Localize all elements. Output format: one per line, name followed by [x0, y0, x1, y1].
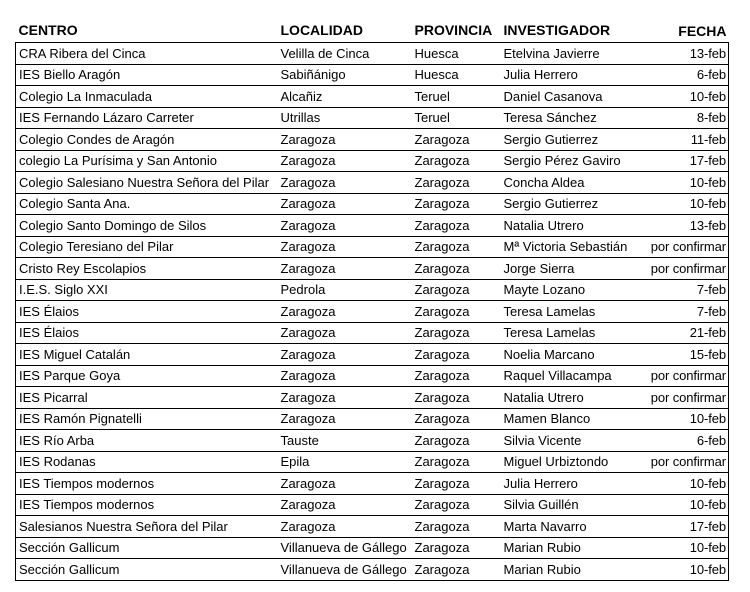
cell-investigador: Sergio Gutierrez	[501, 193, 647, 215]
cell-centro: Colegio Teresiano del Pilar	[16, 236, 278, 258]
cell-centro: IES Élaios	[16, 301, 278, 323]
cell-localidad: Zaragoza	[278, 344, 412, 366]
cell-fecha: 10-feb	[647, 537, 729, 559]
cell-provincia: Teruel	[412, 107, 501, 129]
cell-investigador: Silvia Vicente	[501, 430, 647, 452]
table-row	[16, 559, 729, 581]
cell-fecha: 6-feb	[647, 430, 729, 452]
cell-fecha: 21-feb	[647, 322, 729, 344]
table-row	[16, 258, 729, 280]
table-row	[16, 494, 729, 516]
table-row	[16, 301, 729, 323]
cell-localidad: Utrillas	[278, 107, 412, 129]
cell-investigador: Marta Navarro	[501, 516, 647, 538]
table-row	[16, 537, 729, 559]
cell-fecha: 15-feb	[647, 344, 729, 366]
table-row	[16, 451, 729, 473]
table-row	[16, 473, 729, 495]
cell-investigador: Julia Herrero	[501, 473, 647, 495]
cell-provincia: Zaragoza	[412, 344, 501, 366]
cell-provincia: Zaragoza	[412, 150, 501, 172]
table-row	[16, 430, 729, 452]
cell-investigador: Sergio Gutierrez	[501, 129, 647, 151]
cell-investigador: Sergio Pérez Gaviro	[501, 150, 647, 172]
cell-provincia: Zaragoza	[412, 215, 501, 237]
cell-localidad: Zaragoza	[278, 129, 412, 151]
table-row	[16, 43, 729, 65]
cell-investigador: Mª Victoria Sebastián	[501, 236, 647, 258]
cell-localidad: Zaragoza	[278, 365, 412, 387]
cell-centro: IES Rodanas	[16, 451, 278, 473]
table-row	[16, 86, 729, 108]
table-row	[16, 64, 729, 86]
cell-centro: IES Miguel Catalán	[16, 344, 278, 366]
cell-investigador: Julia Herrero	[501, 64, 647, 86]
cell-fecha: por confirmar	[647, 258, 729, 280]
cell-centro: IES Biello Aragón	[16, 64, 278, 86]
cell-centro: Colegio Salesiano Nuestra Señora del Pilar	[16, 172, 278, 194]
cell-investigador: Etelvina Javierre	[501, 43, 647, 65]
cell-investigador: Marian Rubio	[501, 559, 647, 581]
cell-localidad: Epila	[278, 451, 412, 473]
cell-fecha: 17-feb	[647, 516, 729, 538]
cell-provincia: Zaragoza	[412, 451, 501, 473]
cell-investigador: Natalia Utrero	[501, 215, 647, 237]
cell-fecha: 10-feb	[647, 408, 729, 430]
cell-centro: IES Picarral	[16, 387, 278, 409]
table-row	[16, 408, 729, 430]
cell-localidad: Zaragoza	[278, 408, 412, 430]
cell-centro: CRA Ribera del Cinca	[16, 43, 278, 65]
cell-provincia: Huesca	[412, 64, 501, 86]
cell-localidad: Pedrola	[278, 279, 412, 301]
header-fecha: FECHA	[647, 19, 729, 43]
cell-localidad: Zaragoza	[278, 473, 412, 495]
cell-provincia: Zaragoza	[412, 494, 501, 516]
cell-investigador: Daniel Casanova	[501, 86, 647, 108]
cell-provincia: Zaragoza	[412, 559, 501, 581]
cell-centro: IES Río Arba	[16, 430, 278, 452]
table-row	[16, 365, 729, 387]
cell-fecha: por confirmar	[647, 451, 729, 473]
cell-centro: IES Tiempos modernos	[16, 473, 278, 495]
cell-provincia: Zaragoza	[412, 193, 501, 215]
cell-investigador: Mamen Blanco	[501, 408, 647, 430]
table-row	[16, 516, 729, 538]
cell-provincia: Zaragoza	[412, 387, 501, 409]
cell-localidad: Zaragoza	[278, 322, 412, 344]
cell-provincia: Zaragoza	[412, 408, 501, 430]
cell-centro: Salesianos Nuestra Señora del Pilar	[16, 516, 278, 538]
cell-centro: I.E.S. Siglo XXI	[16, 279, 278, 301]
cell-investigador: Natalia Utrero	[501, 387, 647, 409]
cell-centro: IES Parque Goya	[16, 365, 278, 387]
cell-fecha: 10-feb	[647, 559, 729, 581]
table-row	[16, 193, 729, 215]
cell-investigador: Teresa Lamelas	[501, 322, 647, 344]
table-row	[16, 236, 729, 258]
cell-fecha: 10-feb	[647, 473, 729, 495]
cell-fecha: 7-feb	[647, 301, 729, 323]
cell-provincia: Zaragoza	[412, 516, 501, 538]
cell-provincia: Zaragoza	[412, 537, 501, 559]
cell-localidad: Zaragoza	[278, 301, 412, 323]
table-row	[16, 387, 729, 409]
table-row	[16, 344, 729, 366]
table-row	[16, 150, 729, 172]
cell-provincia: Zaragoza	[412, 258, 501, 280]
table-row	[16, 215, 729, 237]
cell-fecha: 10-feb	[647, 172, 729, 194]
cell-centro: Sección Gallicum	[16, 559, 278, 581]
cell-fecha: 7-feb	[647, 279, 729, 301]
cell-centro: Colegio Santo Domingo de Silos	[16, 215, 278, 237]
cell-provincia: Huesca	[412, 43, 501, 65]
cell-centro: IES Ramón Pignatelli	[16, 408, 278, 430]
cell-fecha: 8-feb	[647, 107, 729, 129]
table-row	[16, 322, 729, 344]
cell-fecha: 6-feb	[647, 64, 729, 86]
header-localidad: LOCALIDAD	[278, 19, 412, 43]
cell-localidad: Zaragoza	[278, 387, 412, 409]
cell-provincia: Zaragoza	[412, 473, 501, 495]
cell-provincia: Zaragoza	[412, 236, 501, 258]
cell-localidad: Sabiñánigo	[278, 64, 412, 86]
cell-fecha: por confirmar	[647, 365, 729, 387]
cell-localidad: Zaragoza	[278, 516, 412, 538]
cell-investigador: Mayte Lozano	[501, 279, 647, 301]
cell-fecha: 10-feb	[647, 193, 729, 215]
cell-investigador: Raquel Villacampa	[501, 365, 647, 387]
cell-fecha: 13-feb	[647, 215, 729, 237]
cell-investigador: Teresa Sánchez	[501, 107, 647, 129]
table-body	[16, 43, 729, 581]
table-row	[16, 129, 729, 151]
cell-fecha: por confirmar	[647, 236, 729, 258]
cell-localidad: Villanueva de Gállego	[278, 559, 412, 581]
cell-fecha: 11-feb	[647, 129, 729, 151]
cell-fecha: por confirmar	[647, 387, 729, 409]
cell-investigador: Concha Aldea	[501, 172, 647, 194]
cell-investigador: Silvia Guillén	[501, 494, 647, 516]
cell-investigador: Miguel Urbiztondo	[501, 451, 647, 473]
cell-provincia: Zaragoza	[412, 129, 501, 151]
cell-localidad: Villanueva de Gállego	[278, 537, 412, 559]
cell-centro: IES Élaios	[16, 322, 278, 344]
table-row	[16, 107, 729, 129]
header-row	[16, 19, 729, 43]
cell-fecha: 13-feb	[647, 43, 729, 65]
cell-localidad: Zaragoza	[278, 258, 412, 280]
cell-centro: colegio La Purísima y San Antonio	[16, 150, 278, 172]
cell-localidad: Zaragoza	[278, 236, 412, 258]
cell-provincia: Zaragoza	[412, 301, 501, 323]
cell-centro: IES Tiempos modernos	[16, 494, 278, 516]
cell-fecha: 10-feb	[647, 86, 729, 108]
cell-fecha: 10-feb	[647, 494, 729, 516]
cell-investigador: Jorge Sierra	[501, 258, 647, 280]
cell-centro: Sección Gallicum	[16, 537, 278, 559]
cell-provincia: Teruel	[412, 86, 501, 108]
cell-centro: Colegio La Inmaculada	[16, 86, 278, 108]
cell-localidad: Zaragoza	[278, 150, 412, 172]
cell-provincia: Zaragoza	[412, 172, 501, 194]
cell-localidad: Velilla de Cinca	[278, 43, 412, 65]
cell-fecha: 17-feb	[647, 150, 729, 172]
table-row	[16, 172, 729, 194]
cell-investigador: Noelia Marcano	[501, 344, 647, 366]
cell-localidad: Zaragoza	[278, 193, 412, 215]
cell-localidad: Zaragoza	[278, 215, 412, 237]
cell-localidad: Tauste	[278, 430, 412, 452]
cell-localidad: Alcañiz	[278, 86, 412, 108]
header-centro: CENTRO	[16, 19, 278, 43]
cell-localidad: Zaragoza	[278, 172, 412, 194]
cell-provincia: Zaragoza	[412, 365, 501, 387]
header-investigador: INVESTIGADOR	[501, 19, 647, 43]
cell-centro: Cristo Rey Escolapios	[16, 258, 278, 280]
cell-centro: Colegio Santa Ana.	[16, 193, 278, 215]
table-row	[16, 279, 729, 301]
cell-provincia: Zaragoza	[412, 430, 501, 452]
cell-provincia: Zaragoza	[412, 279, 501, 301]
cell-provincia: Zaragoza	[412, 322, 501, 344]
header-provincia: PROVINCIA	[412, 19, 501, 43]
cell-centro: IES Fernando Lázaro Carreter	[16, 107, 278, 129]
schedule-table	[15, 19, 729, 581]
cell-localidad: Zaragoza	[278, 494, 412, 516]
cell-investigador: Marian Rubio	[501, 537, 647, 559]
cell-centro: Colegio Condes de Aragón	[16, 129, 278, 151]
cell-investigador: Teresa Lamelas	[501, 301, 647, 323]
